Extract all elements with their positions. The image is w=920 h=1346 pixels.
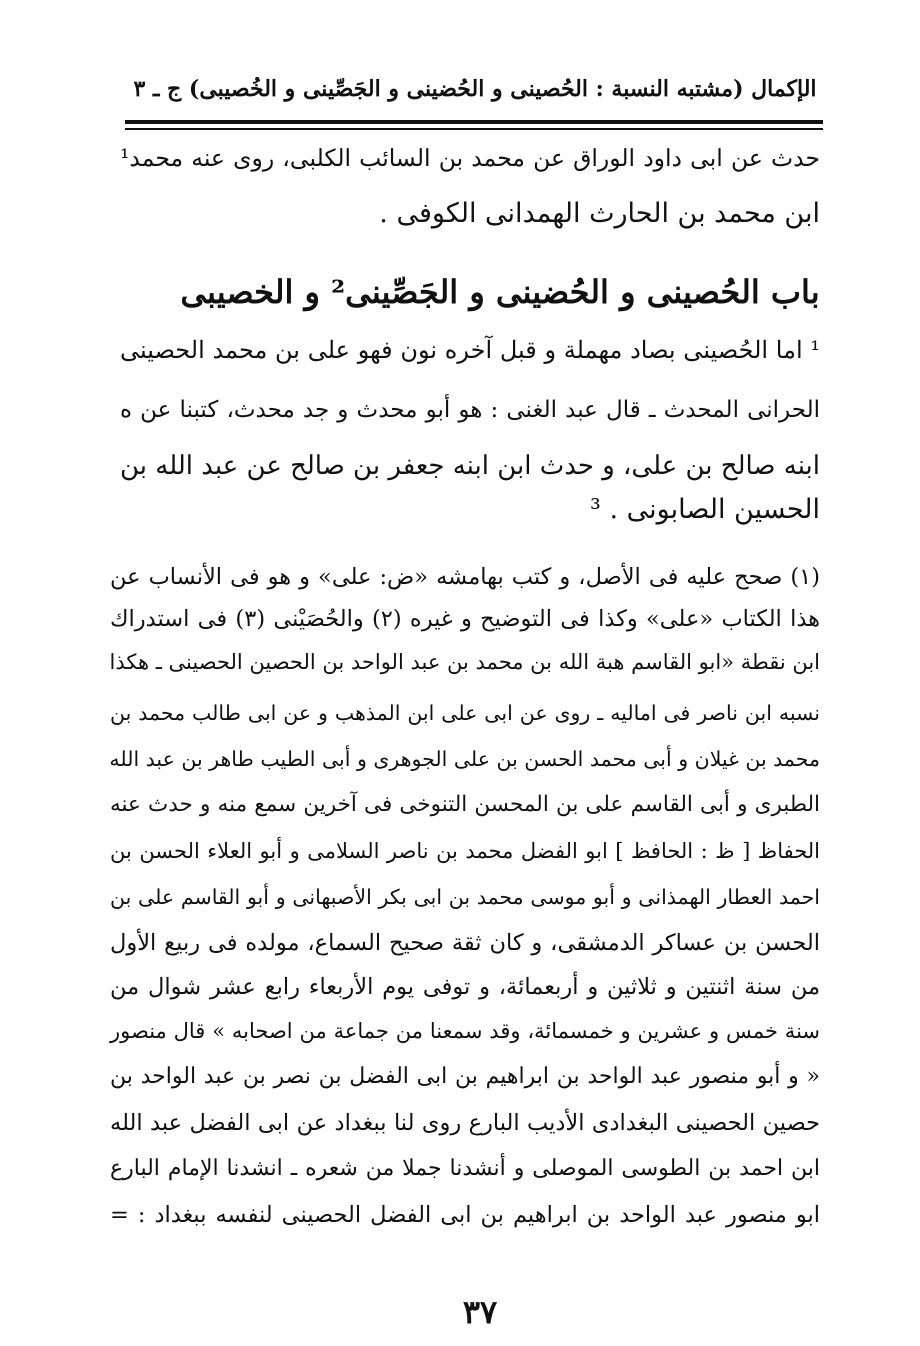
footnote-line: الحفاظ [ ظ : الحافظ ] ابو الفضل محمد بن ناصر السلامى و أبو العلاء الحسن بن	[110, 839, 820, 863]
section-text-line: ¹ اما الحُصينى بصاد مهملة و قبل آخره نون فهو على بن محمد الحصينى	[120, 336, 820, 364]
section-heading: باب الحُصينى و الحُضينى و الجَصِّينى² و الخصيبى	[180, 273, 820, 311]
main-text-line: حدث عن ابى داود الوراق عن محمد بن السائب الكلبى، روى عنه محمد¹	[120, 144, 820, 172]
footnote-line: (١) صحح عليه فى الأصل، و كتب بهامشه «ض: على» و هو فى الأنساب عن	[110, 564, 820, 590]
running-header: الإكمال (مشتبه النسبة : الحُصينى و الحُضينى و الجَصِّينى و الخُصيبى) ج ـ ٣	[133, 76, 817, 102]
footnote-line: من سنة اثنتين و ثلاثين و أربعمائة، و توفى يوم الأربعاء رابع عشر شوال من	[110, 974, 820, 1000]
footnote-line: الطبرى و أبى القاسم على بن المحسن التنوخى فى آخرين سمع منه و حدث عنه	[110, 792, 820, 817]
page-number: ٣٧	[462, 1293, 498, 1331]
footnote-line: « و أبو منصور عبد الواحد بن ابراهيم بن ابى الفضل بن نصر بن عبد الواحد بن	[110, 1064, 820, 1089]
footnote-line: محمد بن غيلان و أبى محمد الحسن بن على الجوهرى و أبى الطيب طاهر بن عبد الله	[109, 747, 820, 771]
section-text-line: الحرانى المحدث ـ قال عبد الغنى : هو أبو محدث و جد محدث، كتبنا عن ه	[120, 397, 820, 423]
footnote-line: احمد العطار الهمذانى و أبو موسى محمد بن ابى بكر الأصبهانى و أبو القاسم على بن	[110, 885, 820, 909]
footnote-line: نسبه ابن ناصر فى اماليه ـ روى عن ابى على ابن المذهب و عن ابى طالب محمد بن	[110, 701, 820, 725]
header-rule-thick	[125, 120, 823, 124]
footnote-line: الحسن بن عساكر الدمشقى، و كان ثقة صحيح السماع، مولده فى ربيع الأول	[110, 930, 820, 956]
section-text-line: ابنه صالح بن على، و حدث ابن ابنه جعفر بن صالح عن عبد الله بن	[120, 451, 820, 481]
main-text-line: ابن محمد بن الحارث الهمدانى الكوفى .	[379, 198, 820, 229]
header-rule-thin	[125, 128, 823, 130]
footnote-line: هذا الكتاب «على» وكذا فى التوضيح و غيره (٢) والحُصَيْنى (٣) فى استدراك	[110, 606, 820, 632]
footnote-line: سنة خمس و عشرين و خمسمائة، وقد سمعنا من جماعة من اصحابه » قال منصور	[110, 1019, 820, 1043]
section-text-line: الحسين الصابونى . ³	[590, 494, 820, 525]
footnote-line: ابن نقطة «ابو القاسم هبة الله بن محمد بن عبد الواحد بن الحصين الحصينى ـ هكذا	[109, 650, 820, 674]
footnote-line: حصين الحصينى البغدادى الأديب البارع روى لنا ببغداد عن ابى الفضل عبد الله	[110, 1110, 820, 1136]
footnote-line: ابو منصور عبد الواحد بن ابراهيم بن ابى الفضل الحصينى لنفسه ببغداد : =	[110, 1202, 820, 1228]
footnote-line: ابن احمد بن الطوسى الموصلى و أنشدنا جملا من شعره ـ انشدنا الإمام البارع	[110, 1156, 820, 1181]
